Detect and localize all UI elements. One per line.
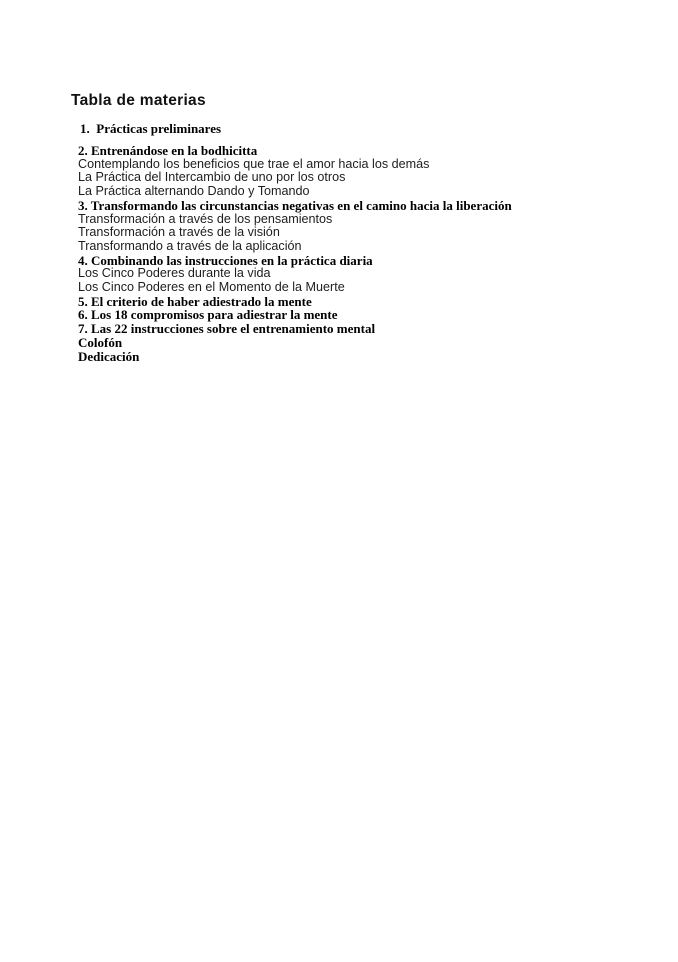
toc-item: 5. El criterio de haber adiestrado la mente (78, 293, 312, 309)
toc-item: La Práctica del Intercambio de uno por los otros (78, 170, 346, 185)
toc-item: Dedicación (78, 348, 140, 364)
toc-item: 1. Prácticas preliminares (80, 121, 222, 136)
toc-item: Contemplando los beneficios que trae el amor hacia los demás (78, 156, 430, 171)
toc-item: 4. Combinando las instrucciones en la práctica diaria (78, 252, 373, 268)
toc-item: La Práctica alternando Dando y Tomando (78, 184, 310, 199)
toc-item: Transformación a través de los pensamientos (78, 211, 333, 226)
toc-item: 7. Las 22 instrucciones sobre el entrenamiento mental (78, 321, 376, 337)
toc-item: 6. Los 18 compromisos para adiestrar la mente (78, 307, 338, 323)
toc-item: 2. Entrenándose en la bodhicitta (78, 143, 258, 158)
toc-list (78, 122, 512, 363)
page-title: Tabla de materias (71, 92, 206, 109)
toc-item: Transformando a través de la aplicación (78, 238, 302, 253)
toc-item: Los Cinco Poderes durante la vida (78, 266, 271, 281)
toc-item: Colofón (78, 334, 123, 350)
toc-item: Los Cinco Poderes en el Momento de la Muerte (78, 280, 345, 295)
toc-item: 3. Transformando las circunstancias negativas en el camino hacia la liberación (78, 197, 512, 213)
toc-item: Transformación a través de la visión (78, 225, 280, 240)
